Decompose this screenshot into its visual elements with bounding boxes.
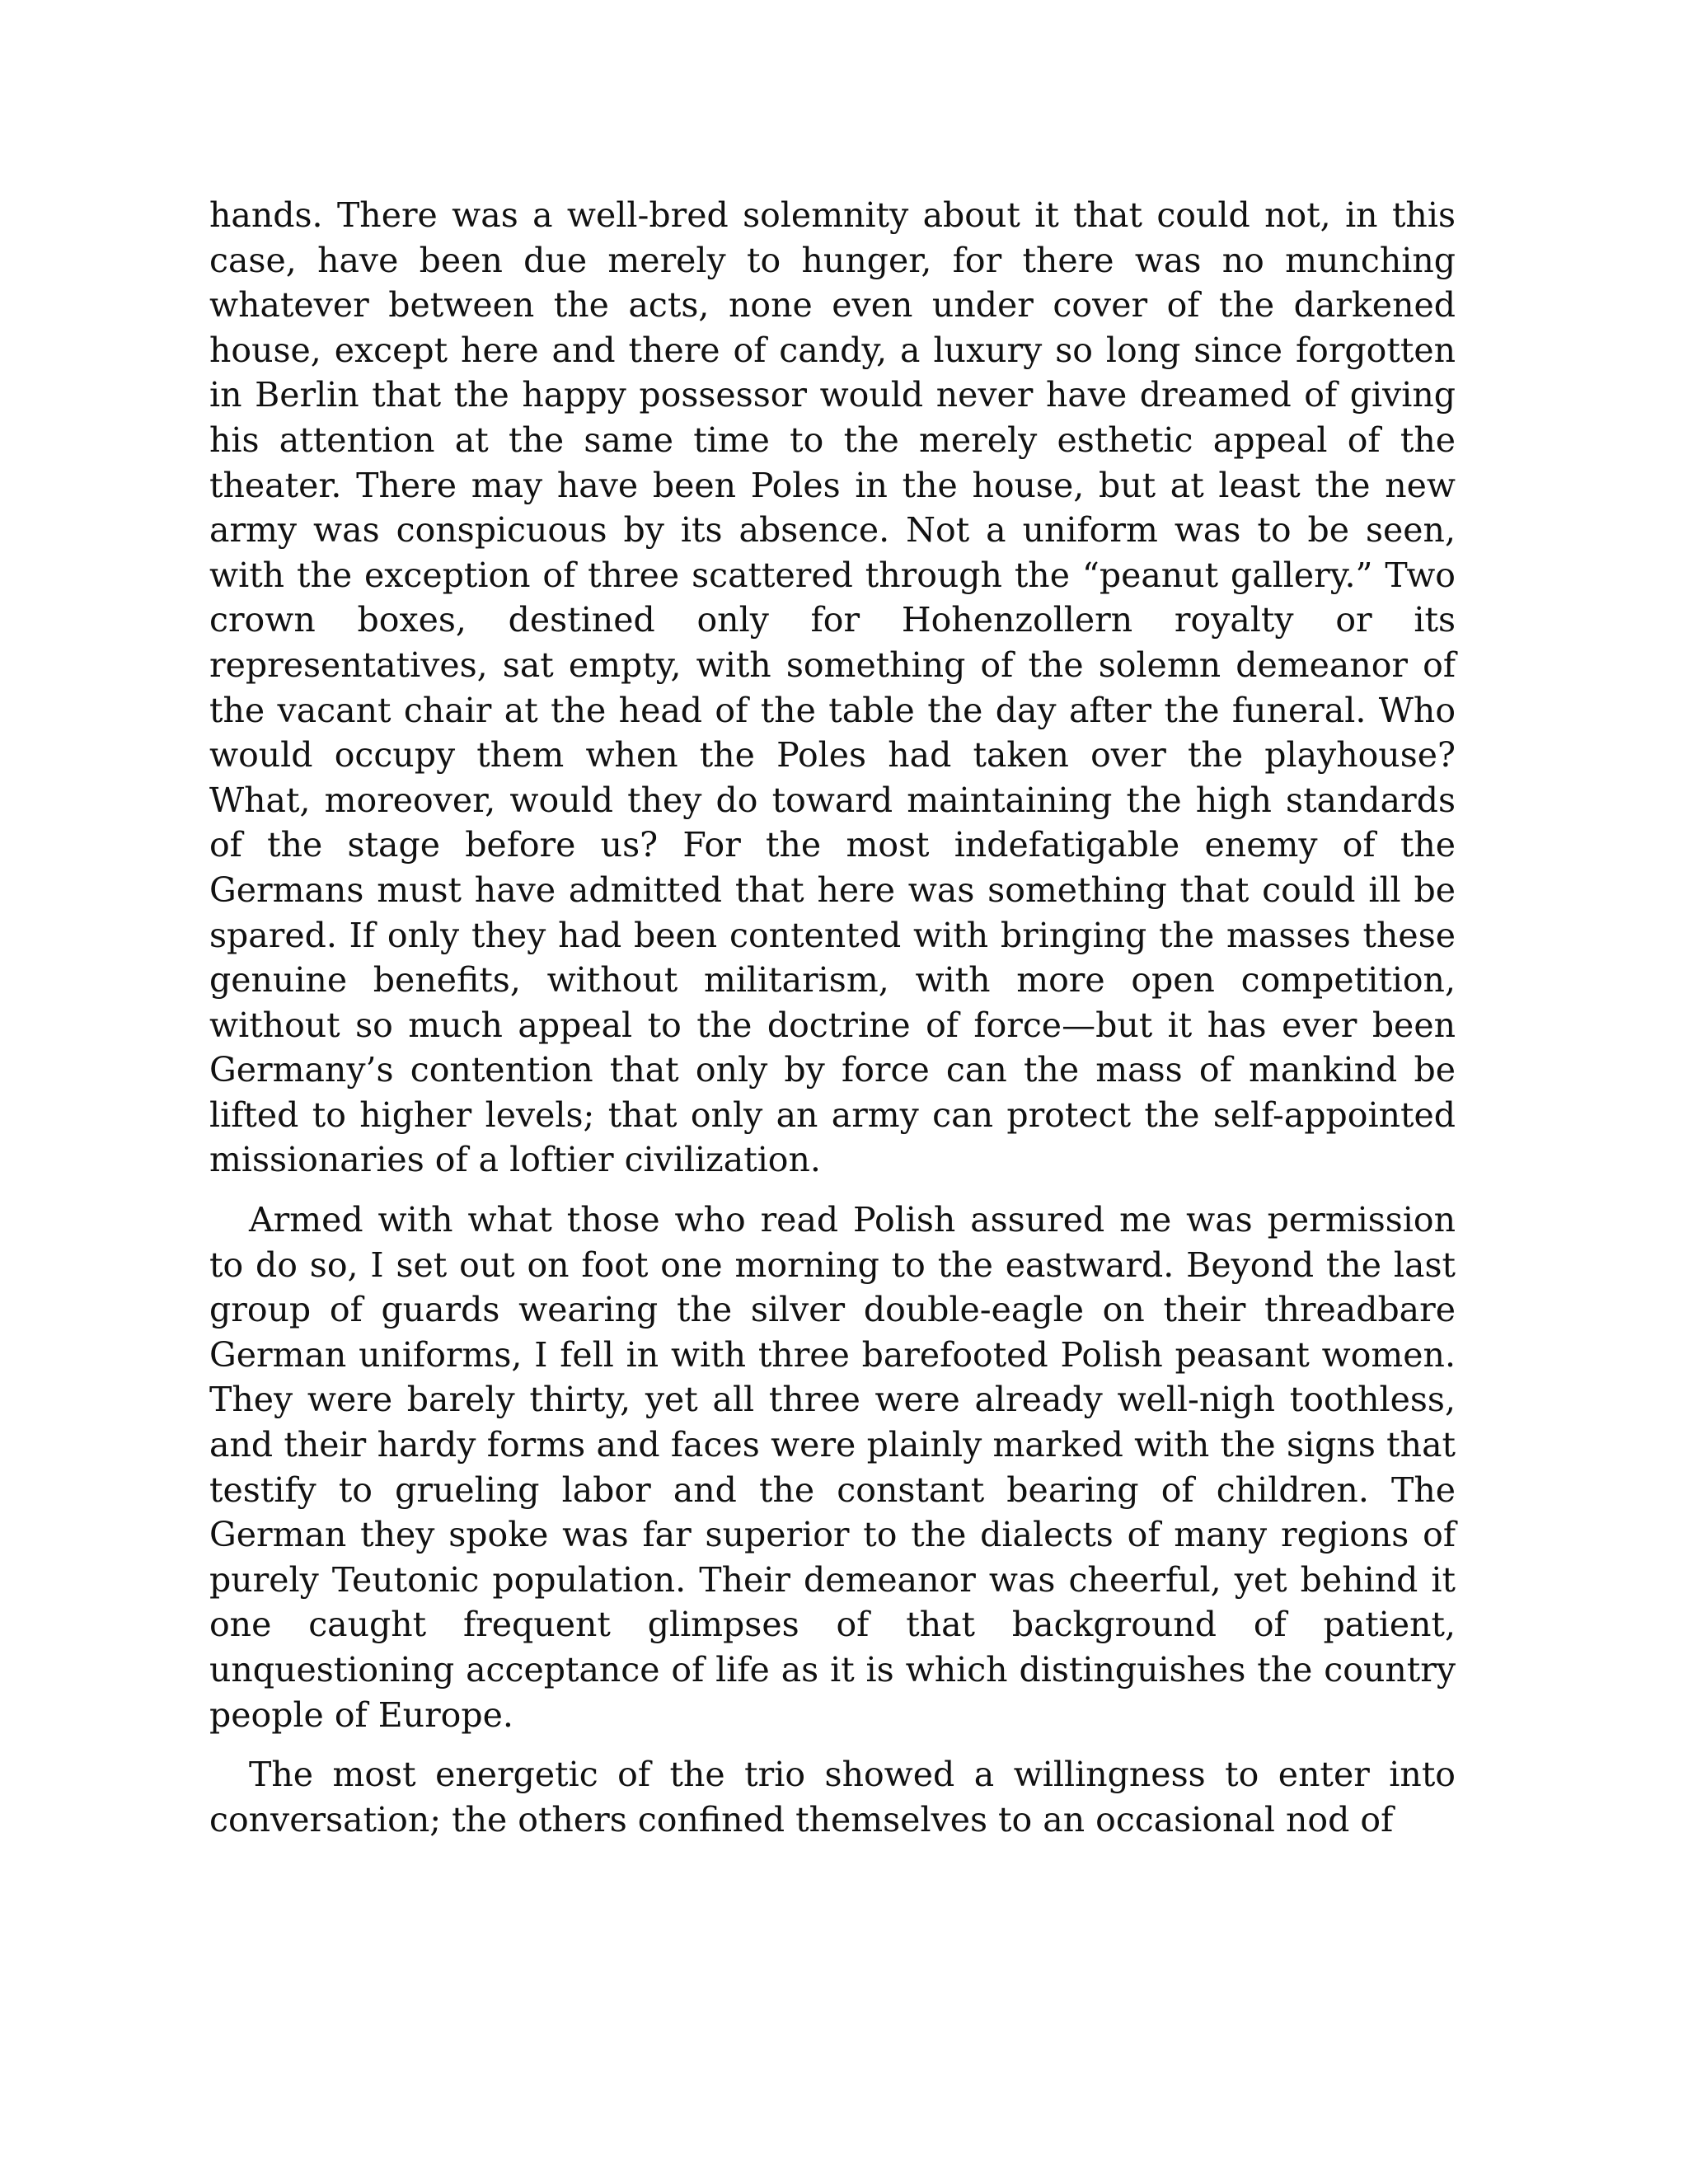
paragraph-theater: hands. There was a well-bred solemnity about it that could not, in this case, have been due merely to hunger, for there was no munching whatever between the acts, none even under cover of the darkened house, except here and there of candy, a luxury so long since forgotten in Berlin that the happy possessor would never have dreamed of giving his attention at the same time to the merely esthetic appeal of the theater. There may have been Poles in the house, but at least the new army was conspicuous by its absence. Not a uniform was to be seen, with the exception of three scattered through the “peanut gallery.” Two crown boxes, destined only for Hohenzollern royalty or its representatives, sat empty, with something of the solemn demeanor of the vacant chair at the head of the table the day after the funeral. Who would occupy them when the Poles had taken over the playhouse? What, moreover, would they do toward maintaining the high standards of the stage before us? For the most indefatigable enemy of the Germans must have admitted that here was something that could ill be spared. If only they had been contented with bringing the masses these genuine benefits, without militarism, with more open competition, without so much appeal to the doctrine of force—but it has ever been Germany’s contention that only by force can the mass of mankind be lifted to higher levels; that only an army can protect the self-appointed missionaries of a loftier civilization. xyxy=(209,195,1456,1180)
paragraph-conversation: The most energetic of the trio showed a willingness to enter into conversation; the others confined themselves to an occasional nod of xyxy=(209,1755,1456,1840)
paragraph-polish-women: Armed with what those who read Polish assured me was permission to do so, I set out on foot one morning to the eastward. Beyond the last group of guards wearing the silver double-eagle on their threadbare German uniforms, I fell in with three barefooted Polish peasant women. They were barely thirty, yet all three were already well-nigh toothless, and their hardy forms and faces were plainly marked with the signs that testify to grueling labor and the constant bearing of children. The German they spoke was far superior to the dialects of many regions of purely Teutonic population. Their demeanor was cheerful, yet behind it one caught frequent glimpses of that background of patient, unquestioning acceptance of life as it is which distinguishes the country people of Europe. xyxy=(209,1200,1456,1735)
document-page xyxy=(209,193,1456,1842)
